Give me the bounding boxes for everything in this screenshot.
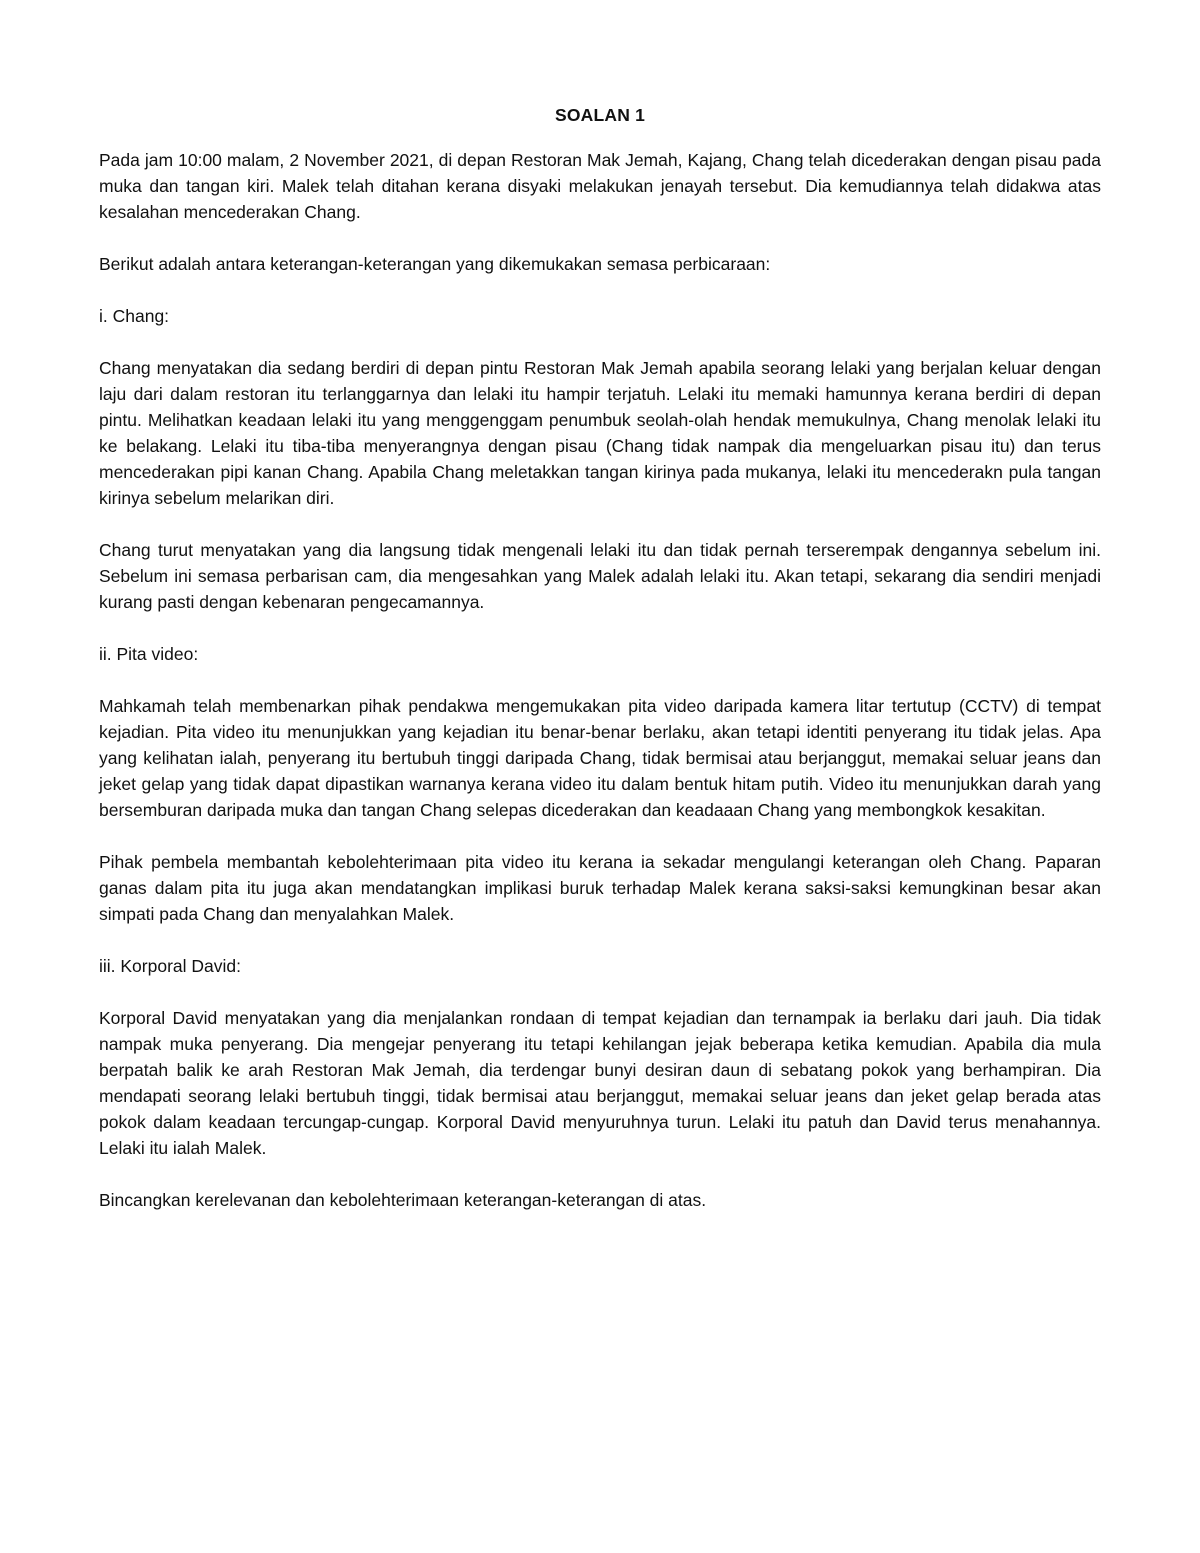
chang-paragraph-2: Chang turut menyatakan yang dia langsung tidak mengenali lelaki itu dan tidak pernah terserempak dengannya sebelum ini. Sebelum ini semasa perbarisan cam, dia mengesahkan yang Malek adalah lelaki itu. Akan tetapi, sekarang dia sendiri menjadi kurang pasti dengan kebenaran pengecamannya. xyxy=(99,540,1101,612)
question-paragraph: Bincangkan kerelevanan dan kebolehterimaan keterangan-keterangan di atas. xyxy=(99,1190,707,1210)
chang-paragraph-1: Chang menyatakan dia sedang berdiri di depan pintu Restoran Mak Jemah apabila seorang lelaki yang berjalan keluar dengan laju dari dalam restoran itu terlanggarnya dan lelaki itu hampir terjatuh. Lelaki itu memaki hamunnya kerana berdiri di depan pintu. Melihatkan keadaan lelaki itu yang menggenggam penumbuk seolah-olah hendak memukulnya, Chang menolak lelaki itu ke belakang. Lelaki itu tiba-tiba menyerangnya dengan pisau (Chang tidak nampak dia mengeluarkan pisau itu) dan terus mencederakan pipi kanan Chang. Apabila Chang meletakkan tangan kirinya pada mukanya, lelaki itu mencederakn pula tangan kirinya sebelum melarikan diri. xyxy=(99,358,1101,508)
video-paragraph-2: Pihak pembela membantah kebolehterimaan pita video itu kerana ia sekadar mengulangi keterangan oleh Chang. Paparan ganas dalam pita itu juga akan mendatangkan implikasi buruk terhadap Malek kerana saksi-saksi kemungkinan besar akan simpati pada Chang dan menyalahkan Malek. xyxy=(99,852,1101,924)
section-heading-video: ii. Pita video: xyxy=(99,644,199,664)
david-paragraph: Korporal David menyatakan yang dia menjalankan rondaan di tempat kejadian dan ternampak ia berlaku dari jauh. Dia tidak nampak muka penyerang. Dia mengejar penyerang itu tetapi kehilangan jejak beberapa ketika kemudian. Apabila dia mula berpatah balik ke arah Restoran Mak Jemah, dia terdengar bunyi desiran daun di sebatang pokok yang berhampiran. Dia mendapati seorang lelaki bertubuh tinggi, tidak bermisai atau berjanggut, memakai seluar jeans dan jeket gelap berada atas pokok dalam keadaan tercungap-cungap. Korporal David menyuruhnya turun. Lelaki itu patuh dan David terus menahannya. Lelaki itu ialah Malek. xyxy=(99,1008,1101,1158)
document-page xyxy=(99,102,1101,1239)
video-paragraph-1: Mahkamah telah membenarkan pihak pendakwa mengemukakan pita video daripada kamera litar tertutup (CCTV) di tempat kejadian. Pita video itu menunjukkan yang kejadian itu benar-benar berlaku, akan tetapi identiti penyerang itu tidak jelas. Apa yang kelihatan ialah, penyerang itu bertubuh tinggi daripada Chang, tidak bermisai atau berjanggut, memakai seluar jeans dan jeket gelap yang tidak dapat dipastikan warnanya kerana video itu dalam bentuk hitam putih. Video itu menunjukkan darah yang bersemburan daripada muka dan tangan Chang selepas dicederakan dan keadaaan Chang yang membongkok kesakitan. xyxy=(99,696,1101,820)
section-heading-david: iii. Korporal David: xyxy=(99,956,241,976)
intro-paragraph: Pada jam 10:00 malam, 2 November 2021, di depan Restoran Mak Jemah, Kajang, Chang telah dicederakan dengan pisau pada muka dan tangan kiri. Malek telah ditahan kerana disyaki melakukan jenayah tersebut. Dia kemudiannya telah didakwa atas kesalahan mencederakan Chang. xyxy=(99,150,1101,222)
evidence-intro-paragraph: Berikut adalah antara keterangan-keterangan yang dikemukakan semasa perbicaraan: xyxy=(99,254,771,274)
document-title: SOALAN 1 xyxy=(554,105,646,125)
section-heading-chang: i. Chang: xyxy=(99,306,170,326)
